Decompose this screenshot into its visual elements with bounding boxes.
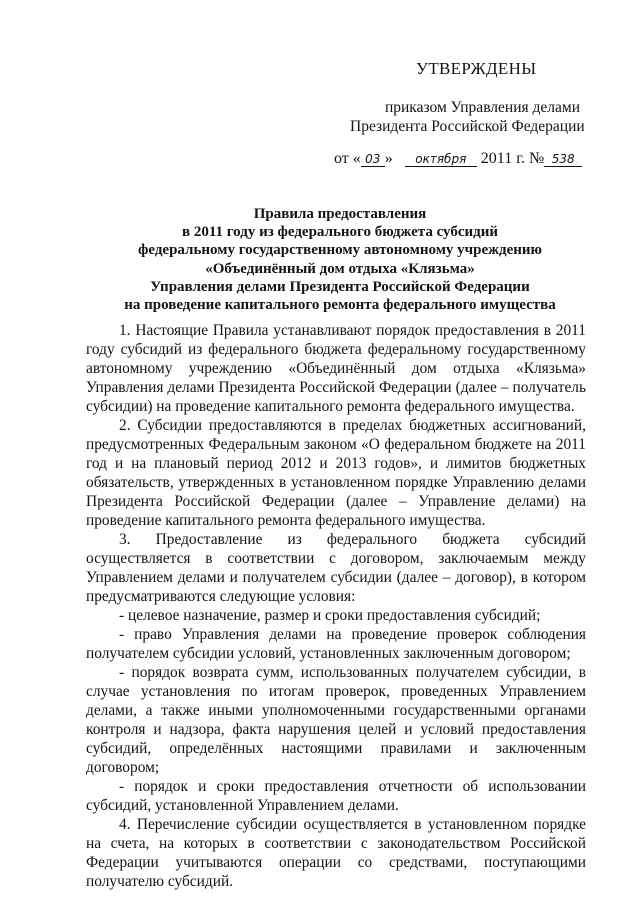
order-number-handwritten: 538: [544, 152, 582, 167]
title-line: Управления делами Президента Российской Федерации: [150, 278, 530, 295]
date-prefix: от «: [334, 150, 361, 167]
approval-stamp-heading: УТВЕРЖДЕНЫ: [416, 59, 537, 78]
order-line-2: Президента Российской Федерации: [350, 118, 585, 135]
list-item-condition: - порядок и сроки предоставления отчетности об использовании субсидий, установленной Управлением делами.: [86, 778, 586, 814]
order-line-1: приказом Управления делами: [384, 99, 580, 116]
title-line: федеральному государственному автономному учреждению: [138, 242, 542, 259]
title-line: «Объединённый дом отдыха «Клязьма»: [205, 260, 475, 277]
paragraph-4: 4. Перечисление субсидии осуществляется в установленном порядке на счета, на которых в соответствии с законодательством Российской Федерации учитываются операции со средствами, поступающими получателю субсидий.: [86, 816, 586, 890]
title-line: на проведение капитального ремонта федерального имущества: [124, 297, 556, 314]
date-close-quote: »: [384, 150, 393, 167]
paragraph-2: 2. Субсидии предоставляются в пределах бюджетных ассигнований, предусмотренных Федеральным законом «О федеральном бюджете на 2011 год и на плановый период 2012 и 2013 годов», и лимитов бюджетных обязательств, утвержденных в установленном порядке Управлению делами Президента Российской Федерации (далее – Управление делами) на проведение капитального ремонта федерального имущества.: [86, 417, 586, 529]
order-date-line: [334, 150, 582, 168]
date-year: 2011 г. №: [480, 150, 545, 167]
paragraph-3: 3. Предоставление из федерального бюджета субсидий осуществляется в соответствии с договором, заключаемым между Управлением делами и получателем субсидии (далее – договор), в котором предусматриваются следующие условия:: [86, 531, 586, 605]
document-body: [86, 321, 586, 891]
approval-order-block: [350, 98, 585, 136]
list-item-condition: - право Управления делами на проведение проверок соблюдения получателем субсидии условий, установленных заключенным договором;: [86, 626, 586, 662]
list-item-condition: - целевое назначение, размер и сроки предоставления субсидий;: [119, 607, 541, 624]
list-item-condition: - порядок возврата сумм, использованных получателем субсидии, в случае установления по итогам проверок, проведенных Управлением делами, а также иными уполномоченными государственными органами контроля и надзора, факта нарушения целей и условий предоставления субсидий, определённых настоящими правилами и заключенным договором;: [86, 664, 586, 776]
date-day-handwritten: 03: [361, 152, 385, 167]
date-month-handwritten: октября: [405, 152, 477, 167]
title-line: в 2011 году из федерального бюджета субсидий: [181, 224, 499, 241]
document-title: [70, 205, 610, 314]
paragraph-1: 1. Настоящие Правила устанавливают порядок предоставления в 2011 году субсидий из федерального бюджета федеральному государственному автономному учреждению «Объединённый дом отдыха «Клязьма» Управления делами Президента Российской Федерации (далее – получатель субсидии) на проведение капитального ремонта федерального имущества.: [86, 322, 586, 415]
title-line: Правила предоставления: [253, 206, 427, 222]
